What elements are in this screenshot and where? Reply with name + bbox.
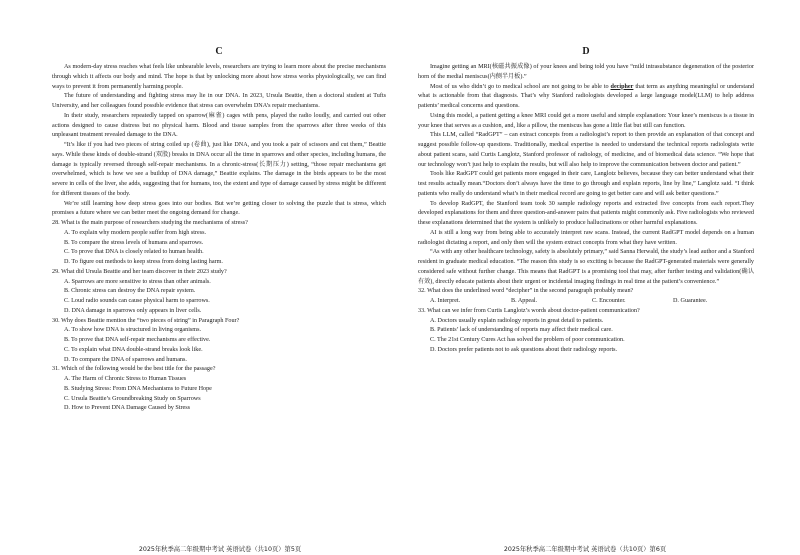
question-stem: 33. What can we infer from Curtis Langlotz’s words about doctor-patient communication? <box>418 307 640 314</box>
paragraph: We’re still learning how deep stress goes into our bodies. But we’re getting closer to solving the puzzle that is stress, which promises a future where we can better meet the ongoing demand for change. <box>52 200 386 217</box>
answer-option: C. The 21st Century Cures Act has solved the problem of poor communication. <box>430 337 625 343</box>
answer-option: D. To figure out methods to keep stress from doing lasting harm. <box>64 259 223 265</box>
question-stem: 28. What is the main purpose of researchers studying the mechanisms of stress? <box>52 220 248 226</box>
question-stem: 30. Why does Beattie mention the “two pieces of string” in Paragraph Four? <box>52 317 240 324</box>
answer-option: A. The Harm of Chronic Stress to Human Tissues <box>64 376 187 382</box>
answer-option: C. To explain what DNA double-strand breaks look like. <box>64 346 203 353</box>
answer-option: C. Ursula Beattie’s Groundbreaking Study on Sparrows <box>64 395 201 402</box>
paragraph: In their study, researchers repeatedly tapped on sparrow(麻雀) cages with pens, played the radio loudly, and carried out other actions designed to cause distress but no physical harm. Blood and tissue samples from the sparrows after three weeks of this unpleasant treatment revealed damage to the DNA. <box>52 112 386 139</box>
answer-option: D. Guarantee. <box>673 298 708 304</box>
answer-options-row <box>418 297 754 307</box>
page-footer: 2025年秋季高二年级期中考试 英语试卷（共10页）第6页 <box>503 546 667 553</box>
passage-c <box>52 63 386 414</box>
answer-option: A. To explain why modern people suffer from high stress. <box>64 229 207 236</box>
answer-option: D. DNA damage in sparrows only appears in liver cells. <box>64 307 202 314</box>
paragraph: This LLM, called “RadGPT” – can extract concepts from a radiologist’s report to then provide an explanation of that concept and suggest possible follow-up questions. Traditionally, medical expertise is needed to understand the technical reports radiologists write about patient scans, said Curtis Langlotz, Stanford professor of radiology, of medicine, and of biomedical data science. “We hope that our technology won’t just help to explain the results, but will also help to improve the communication between doctor and patient.” <box>418 132 754 168</box>
page-footer: 2025年秋季高二年级期中考试 英语试卷（共10页）第5页 <box>138 546 302 553</box>
passage-heading-d: D <box>582 46 590 57</box>
answer-option: B. To prove that DNA self-repair mechanisms are effective. <box>64 337 211 343</box>
answer-option: D. How to Prevent DNA Damage Caused by Stress <box>64 405 191 412</box>
paragraph: Tools like RadGPT could get patients more engaged in their care, Langlotz believes, because they can better understand what their test results actually mean.“Doctors don’t always have the time to go through and explain reports, line by line,” Langlotz said. “I think patients who really do understand what’s in their medical record are going to get better care and will ask better questions.” <box>418 171 754 197</box>
passage-d <box>418 63 754 356</box>
paragraph-with-underlined-word <box>418 83 754 112</box>
underlined-word: decipher <box>610 83 634 90</box>
paragraph-text: that term as anything meaningful or understand what is actionable from that diagnosis. That’s why Stanford radiologists developed a large language model(LLM) to help address patients’ medical concerns and questions. <box>418 83 754 109</box>
answer-option: B. To compare the stress levels of humans and sparrows. <box>64 239 204 246</box>
paragraph: The future of understanding and fighting stress may lie in our DNA. In 2023, Ursula Beattie, then a doctoral student at Tufts University, and her colleagues found possible evidence that stress can overwhelm DNA’s repair mechanisms. <box>52 93 386 109</box>
answer-option: C. To prove that DNA is closely related to human health. <box>64 249 204 256</box>
paragraph: To develop RadGPT, the Stanford team took 30 sample radiology reports and extracted five concepts from each report.They developed explanations for them and three question-and-answer pairs that patients might commonly ask. Five radiologists who reviewed these explanations determined that the system is unlikely to produce hallucinations or other harmful explanations. <box>418 200 754 226</box>
page-right <box>400 0 800 555</box>
paragraph: AI is still a long way from being able to accurately interpret raw scans. Instead, the current RadGPT model depends on a human radiologist dictating a report, and only then will the system extract concepts from what they have written. <box>418 229 754 246</box>
paragraph-text: Most of us who didn’t go to medical school are not going to be able to <box>430 83 611 90</box>
answer-option: B. Appeal. <box>511 298 538 304</box>
passage-heading-c: C <box>215 46 223 57</box>
answer-option: A. Sparrows are more sensitive to stress than other animals. <box>64 278 211 285</box>
paragraph: As modern-day stress reaches what feels like unbearable levels, researchers are trying to learn more about the precise mechanisms through which it affects our body and mind. The hope is that by unlocking more about how stress works physiologically, we can find ways to prevent it from permanently harming people. <box>52 64 386 90</box>
answer-option: A. To show how DNA is structured in living organisms. <box>64 327 201 334</box>
paragraph: “As with any other healthcare technology, safety is absolutely primary,” said Sanna Herwald, the study’s lead author and a Stanford resident in graduate medical education. “The reason this study is so exciting is because the RadGPT-generated materials were generally considered safe without further change. This means that RadGPT is a promising tool that may, after further testing and validation(确认有效), directly educate patients about their urgent or incidental imaging findings in real time at the patient’s convenience.” <box>418 249 754 285</box>
answer-option: D. To compare the DNA of sparrows and humans. <box>64 356 187 363</box>
answer-option: B. Chronic stress can destroy the DNA repair system. <box>64 288 196 295</box>
question-stem: 29. What did Ursula Beattie and her team discover in their 2023 study? <box>52 268 227 275</box>
answer-option: C. Encounter. <box>592 298 626 304</box>
answer-option: D. Doctors prefer patients not to ask questions about their radiology reports. <box>430 346 618 353</box>
answer-option: C. Loud radio sounds can cause physical harm to sparrows. <box>64 298 210 304</box>
answer-option: B. Studying Stress: From DNA Mechanisms to Future Hope <box>64 385 212 392</box>
paragraph: Using this model, a patient getting a knee MRI could get a more useful and simple explanation: Your knee’s meniscus is a tissue in your knee that serves as a cushion, and, like a pillow, the meniscus has gone a little flat but still can function. <box>418 112 754 129</box>
answer-option: A. Interpret. <box>430 298 461 304</box>
question-stem: 32. What does the underlined word “decipher” in the second paragraph probably mean? <box>418 288 634 295</box>
paragraph: Imagine getting an MRI(核磁共振成像) of your knees and being told you have “mild intrasubstance degeneration of the posterior horn of the medial meniscus(内侧半月板).” <box>418 64 754 80</box>
answer-option: A. Doctors usually explain radiology reports in great detail to patients. <box>430 317 604 324</box>
answer-option: B. Patients’ lack of understanding of reports may affect their medical care. <box>430 327 613 334</box>
paragraph: “It’s like if you had two pieces of string coiled up (卷曲), just like DNA, and you took a pair of scissors and cut them,” Beattie says. While these kinds of double-strand (双股) breaks in DNA occur all the time in sparrows and other species, including humans, the damage is typically reversed through self-repair mechanisms. In a chronic-stress(长期压力) setting, “those repair mechanisms get overwhelmed, which is how we see a buildup of DNA damage,” Beattie explains. The damage in the birds appears to be the most severe in cells of the liver, she adds, suggesting that for humans, too, the extent and type of damage caused by stress might be different for different tissues of the body. <box>52 142 386 197</box>
question-stem: 31. Which of the following would be the best title for the passage? <box>52 366 216 373</box>
